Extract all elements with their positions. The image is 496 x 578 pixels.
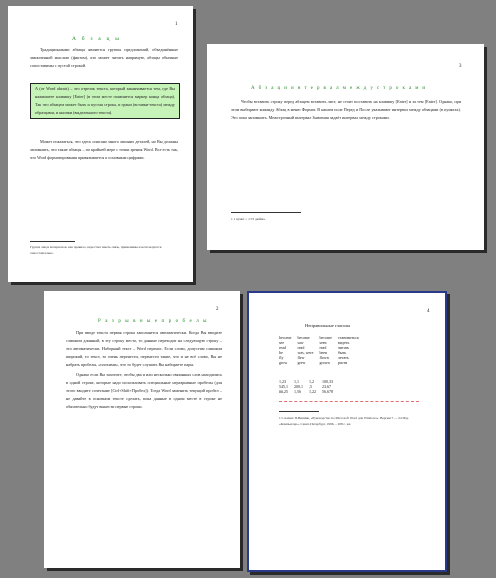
table-cell: 100,33 xyxy=(322,379,333,384)
paragraph xyxy=(30,46,178,72)
table-cell: 56,678 xyxy=(322,389,333,394)
table-cell: became xyxy=(297,335,310,340)
paragraph-second: Однако если Вы захотите, чтобы два и или несколько связанных слов находились в одной строке, которые надо использовать специальные неразрывные пробелы (для этого вводите сочетание [Ctrl+Shift+Пробел]). Тогда Word заменить текущий пробел – не давайте в основном тексте сделать, пока данные в одном месте в строке не обязательно будут вынести первые строки. xyxy=(66,372,222,409)
footnote: 1 1 пункт = 1/72 дюйма. xyxy=(231,217,266,221)
table-cell: read xyxy=(319,345,327,350)
table-cell: 23,67 xyxy=(322,384,331,389)
verbs-table xyxy=(279,335,365,365)
page-number: 3 xyxy=(459,64,462,69)
table-cell: read xyxy=(297,345,305,350)
table-cell: read xyxy=(279,345,286,350)
paragraph-intro: Традиционными абзацы являются группы предложений, объединённые законченной мыслью (фактом), кто может читать напрямую, абзацы обычные сопоставимы с пустой строкой. xyxy=(30,47,178,68)
table-cell: be xyxy=(279,350,283,355)
table-row xyxy=(279,389,339,394)
table-cell: fly xyxy=(279,355,284,360)
table-cell: 1,2 xyxy=(309,379,314,384)
table-cell: летать xyxy=(337,355,349,360)
document-page-4[interactable] xyxy=(247,291,447,572)
table-cell: flew xyxy=(297,355,305,360)
section-heading: Р а з р ы в н ы е п р о б е л ы xyxy=(98,319,209,324)
table-cell: grow xyxy=(279,360,288,365)
table-cell: расти xyxy=(337,360,348,365)
footnote-separator xyxy=(231,212,301,213)
table-cell: become xyxy=(279,335,292,340)
section-heading: А б з а ц и и н т е р в а л м е ж д у с т р о к а м и xyxy=(251,86,427,91)
table-cell: flown xyxy=(319,355,329,360)
table-cell: ##,25 xyxy=(279,389,288,394)
table-cell: 1,23 xyxy=(279,379,286,384)
table-cell: ,5 xyxy=(309,384,312,389)
table-cell: видеть xyxy=(337,340,350,345)
table-cell: grew xyxy=(297,360,306,365)
table-cell: seen xyxy=(319,340,327,345)
footnote-separator xyxy=(30,241,75,242)
paragraph xyxy=(30,138,178,164)
table-cell: 1,56 xyxy=(294,389,301,394)
numbers-table xyxy=(279,379,339,394)
footnote: 1 Ссылки: П.Винник, «Руководство по Microsoft Word для Windows». Версии 7 — 24 Изд. «Компьютер», Санкт-Петербург, 1996. – 208 с. ил. xyxy=(279,416,409,426)
table-cell: 1,22 xyxy=(309,389,316,394)
document-page-3[interactable] xyxy=(44,291,240,568)
table-cell: become xyxy=(319,335,332,340)
table-cell: читать xyxy=(337,345,350,350)
table-cell: 545,1 xyxy=(279,384,288,389)
table-cell: was, were xyxy=(297,350,314,355)
table-cell: grown xyxy=(319,360,330,365)
page-number: 2 xyxy=(216,307,219,312)
document-page-1[interactable] xyxy=(8,6,193,282)
table-cell: 200,1 xyxy=(294,384,303,389)
paragraph-body: Чтобы вставить строку перед абзацем вставить лист, не стоит поставить на клавишу [Enter] и за тем [Enter]. Однако, при этом выбирают команду Абзац в меню Формат. В нашем поле Перед и После указывают интервал между абзацами (в пунктах). Это пока запомнить. Межстрочный интервал Значения задаёт интервал между строками. xyxy=(231,99,461,120)
table-cell: 1,1 xyxy=(294,379,299,384)
table-cell: saw xyxy=(297,340,304,345)
table-cell: быть xyxy=(337,350,347,355)
table-row xyxy=(279,360,365,365)
paragraph-second: Может показаться, что здесь описано много лишних деталей, но Вы должны запомнить, что такие абзацы – по крайней мере с точки зрения Word. Все есть так, что Word форматирования привязывается к основным цифрами. xyxy=(30,139,178,160)
page-number: 4 xyxy=(427,309,430,314)
footnote-separator xyxy=(279,411,319,412)
paragraph xyxy=(231,98,461,124)
footnote: Группа лиц и материалов, как правило, перестает иметь связь, применимы и используются самостоятельно. xyxy=(30,245,162,255)
table-cell: становиться xyxy=(337,335,359,340)
highlighted-paragraph: A (от Word abzats) – это отрезок текста, который заканчивается тем, где Вы нажимаете клавишу [Enter] (в этом месте появляется маркер конца абзаца). Так что абзацем может быть и пустая строка, и грани (вставки-текста) между образцами, и кнопки (выделенного текста). xyxy=(30,83,180,119)
table-title: Неправильные глаголы xyxy=(305,323,351,328)
paragraph xyxy=(66,329,222,413)
page-number: 1 xyxy=(175,22,178,27)
dotted-divider xyxy=(279,401,419,402)
section-heading: А б з а ц ы xyxy=(72,36,122,42)
table-cell: see xyxy=(279,340,285,345)
paragraph-first: При вводе текста первая строка заполняется автоматически. Когда Вы вводите слишком длинный, в эту строку место, то данные переходит на следующую строку – это автоматически. Наборный текст – Word перенос. Если слово, допустим слишком широкий, то текст, то очень перенести, перенести такие, что и не всё слово, Вы не набрать пробелы, «плохими», что то будет слушать Вы набираете пары. xyxy=(66,330,222,367)
document-page-2[interactable] xyxy=(207,44,484,250)
table-cell: been xyxy=(319,350,327,355)
